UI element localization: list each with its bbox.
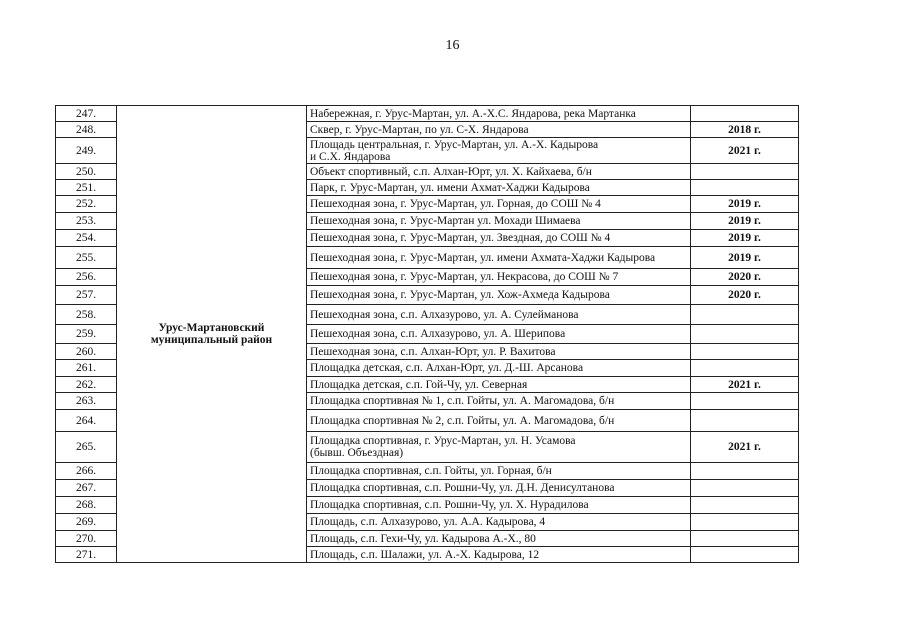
improvement-year (691, 360, 799, 377)
object-address: Площадка спортивная, с.п. Гойты, ул. Горная, б/н (307, 463, 691, 480)
object-address: Площадка детская, с.п. Алхан-Юрт, ул. Д.-Ш. Арсанова (307, 360, 691, 377)
row-number: 249. (56, 138, 117, 164)
row-number: 264. (56, 410, 117, 432)
row-number: 269. (56, 514, 117, 531)
row-number: 253. (56, 213, 117, 230)
improvement-year (691, 514, 799, 531)
row-number: 271. (56, 547, 117, 563)
improvement-year (691, 497, 799, 514)
row-number: 262. (56, 377, 117, 393)
table-row (56, 106, 799, 122)
object-address: Пешеходная зона, с.п. Алхазурово, ул. А. Шерипова (307, 325, 691, 344)
improvement-year (691, 480, 799, 497)
row-number: 256. (56, 269, 117, 286)
improvement-year (691, 531, 799, 547)
improvement-year (691, 463, 799, 480)
improvement-year (691, 393, 799, 410)
object-address: Площадка спортивная, г. Урус-Мартан, ул. Н. Усамова (бывш. Объездная) (307, 432, 691, 463)
row-number: 247. (56, 106, 117, 122)
row-number: 248. (56, 122, 117, 138)
improvement-year: 2021 г. (691, 138, 799, 164)
object-address: Объект спортивный, с.п. Алхан-Юрт, ул. Х. Кайхаева, б/н (307, 164, 691, 180)
improvement-year: 2019 г. (691, 213, 799, 230)
row-number: 266. (56, 463, 117, 480)
row-number: 254. (56, 230, 117, 247)
row-number: 267. (56, 480, 117, 497)
improvement-year: 2021 г. (691, 432, 799, 463)
object-address: Площадь, с.п. Алхазурово, ул. А.А. Кадырова, 4 (307, 514, 691, 531)
row-number: 268. (56, 497, 117, 514)
object-address: Площадка спортивная № 1, с.п. Гойты, ул. А. Магомадова, б/н (307, 393, 691, 410)
improvement-year (691, 305, 799, 325)
improvement-year (691, 325, 799, 344)
row-number: 257. (56, 286, 117, 305)
row-number: 251. (56, 180, 117, 196)
improvement-year (691, 106, 799, 122)
improvement-year: 2021 г. (691, 377, 799, 393)
object-address: Пешеходная зона, г. Урус-Мартан, ул. Звездная, до СОШ № 4 (307, 230, 691, 247)
improvement-year: 2020 г. (691, 286, 799, 305)
improvement-year (691, 410, 799, 432)
row-number: 255. (56, 247, 117, 269)
improvement-year (691, 344, 799, 360)
object-address: Пешеходная зона, г. Урус-Мартан ул. Мохади Шимаева (307, 213, 691, 230)
district-name: Урус-Мартановский муниципальный район (117, 106, 307, 563)
improvement-year: 2018 г. (691, 122, 799, 138)
row-number: 259. (56, 325, 117, 344)
object-address: Пешеходная зона, г. Урус-Мартан, ул. Хож-Ахмеда Кадырова (307, 286, 691, 305)
object-address: Площадка спортивная № 2, с.п. Гойты, ул. А. Магомадова, б/н (307, 410, 691, 432)
object-address: Набережная, г. Урус-Мартан, ул. А.-Х.С. Яндарова, река Мартанка (307, 106, 691, 122)
row-number: 261. (56, 360, 117, 377)
improvement-year: 2019 г. (691, 247, 799, 269)
object-address: Сквер, г. Урус-Мартан, по ул. С-Х. Яндарова (307, 122, 691, 138)
object-address: Площадка спортивная, с.п. Рошни-Чу, ул. Д.Н. Денисултанова (307, 480, 691, 497)
objects-table (55, 105, 799, 563)
object-address: Площадь центральная, г. Урус-Мартан, ул. А.-Х. Кадырова и С.Х. Яндарова (307, 138, 691, 164)
object-address: Парк, г. Урус-Мартан, ул. имени Ахмат-Хаджи Кадырова (307, 180, 691, 196)
row-number: 260. (56, 344, 117, 360)
improvement-year (691, 164, 799, 180)
row-number: 252. (56, 196, 117, 213)
improvement-year (691, 547, 799, 563)
row-number: 258. (56, 305, 117, 325)
object-address: Площадка детская, с.п. Гой-Чу, ул. Северная (307, 377, 691, 393)
object-address: Пешеходная зона, с.п. Алхазурово, ул. А. Сулейманова (307, 305, 691, 325)
object-address: Площадь, с.п. Шалажи, ул. А.-Х. Кадырова, 12 (307, 547, 691, 563)
row-number: 263. (56, 393, 117, 410)
improvement-year: 2020 г. (691, 269, 799, 286)
improvement-year: 2019 г. (691, 230, 799, 247)
object-address: Площадка спортивная, с.п. Рошни-Чу, ул. Х. Нурадилова (307, 497, 691, 514)
object-address: Пешеходная зона, с.п. Алхан-Юрт, ул. Р. Вахитова (307, 344, 691, 360)
row-number: 265. (56, 432, 117, 463)
row-number: 270. (56, 531, 117, 547)
improvement-year: 2019 г. (691, 196, 799, 213)
page-number: 16 (445, 38, 460, 53)
improvement-year (691, 180, 799, 196)
object-address: Пешеходная зона, г. Урус-Мартан, ул. Горная, до СОШ № 4 (307, 196, 691, 213)
row-number: 250. (56, 164, 117, 180)
object-address: Пешеходная зона, г. Урус-Мартан, ул. Некрасова, до СОШ № 7 (307, 269, 691, 286)
object-address: Площадь, с.п. Гехи-Чу, ул. Кадырова А.-Х., 80 (307, 531, 691, 547)
object-address: Пешеходная зона, г. Урус-Мартан, ул. имени Ахмата-Хаджи Кадырова (307, 247, 691, 269)
